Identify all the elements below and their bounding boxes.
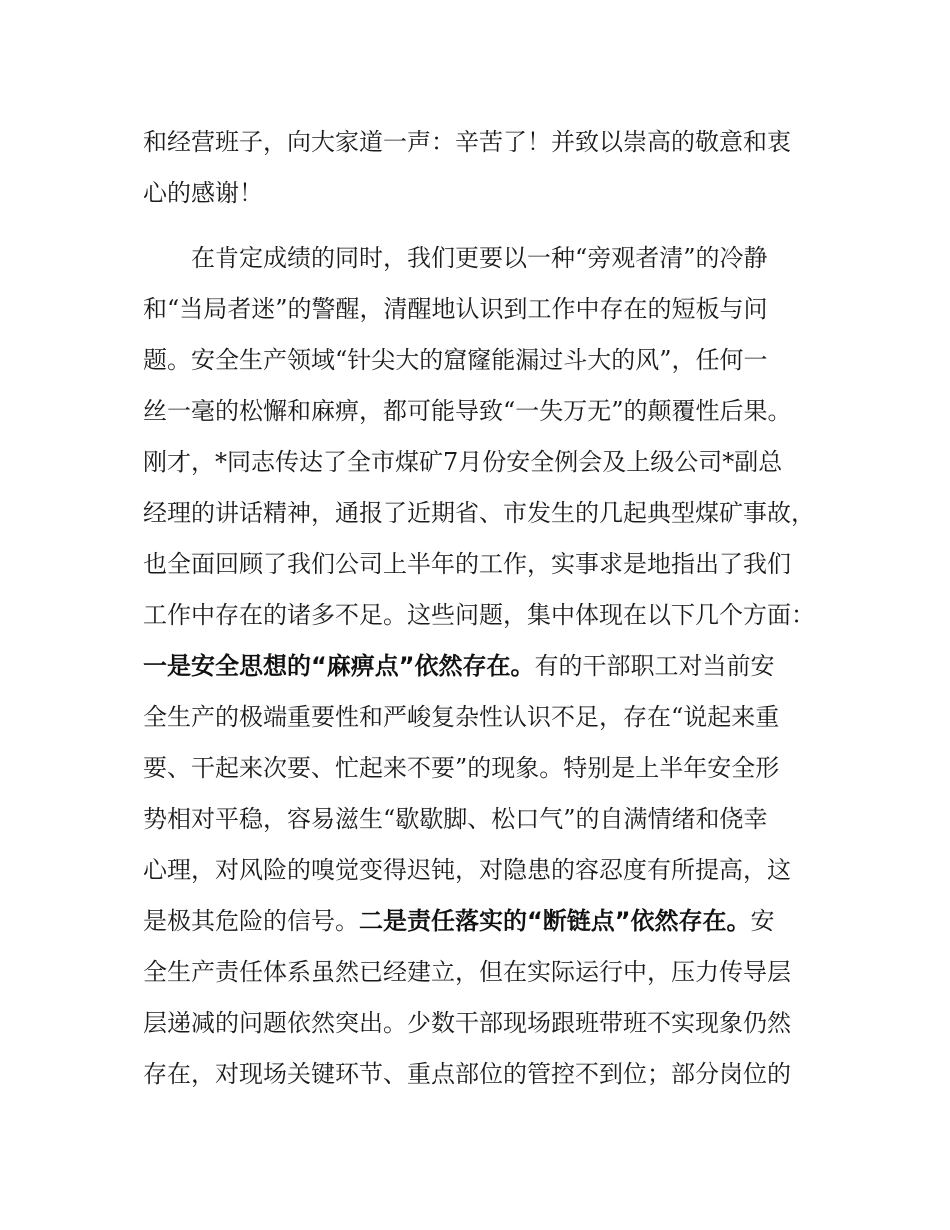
point-heading-2: 二是责任落实的“断链点”依然存在。 bbox=[359, 907, 751, 935]
text-line: 题。安全生产领域“针尖大的窟窿能漏过斗大的风”，任何一 bbox=[143, 346, 768, 374]
text-fragment: 有的干部职工对当前安 bbox=[534, 652, 775, 680]
text-line: 经理的讲话精神，通报了近期省、市发生的几起典型煤矿事故， bbox=[143, 499, 815, 527]
text-fragment: 是极其危险的信号。 bbox=[143, 907, 359, 935]
text-line: 全生产责任体系虽然已经建立，但在实际运行中，压力传导层 bbox=[143, 958, 791, 986]
point-heading-1: 一是安全思想的“麻痹点”依然存在。 bbox=[143, 652, 535, 680]
paragraph-continuation bbox=[143, 117, 823, 219]
text-line: 心的感谢！ bbox=[143, 179, 263, 207]
text-line bbox=[143, 641, 823, 692]
text-line: 心理，对风险的嗅觉变得迟钝，对隐患的容忍度有所提高，这 bbox=[143, 856, 791, 884]
text-line: 存在，对现场关键环节、重点部位的管控不到位；部分岗位的 bbox=[143, 1060, 791, 1088]
paragraph-problems bbox=[143, 233, 823, 1100]
text-line: 和经营班子，向大家道一声：辛苦了！并致以崇高的敬意和衷 bbox=[143, 128, 791, 156]
text-line: 也全面回顾了我们公司上半年的工作，实事求是地指出了我们 bbox=[143, 550, 791, 578]
text-line: 要、干起来次要、忙起来不要”的现象。特别是上半年安全形 bbox=[143, 754, 780, 782]
text-line: 全生产的极端重要性和严峻复杂性认识不足，存在“说起来重 bbox=[143, 703, 780, 731]
text-line: 刚才，*同志传达了全市煤矿7月份安全例会及上级公司*副总 bbox=[143, 448, 783, 476]
text-line: 在肯定成绩的同时，我们更要以一种“旁观者清”的冷静 bbox=[191, 244, 768, 272]
text-line: 工作中存在的诸多不足。这些问题，集中体现在以下几个方面： bbox=[143, 601, 815, 629]
text-line: 层递减的问题依然突出。少数干部现场跟班带班不实现象仍然 bbox=[143, 1009, 791, 1037]
text-line: 丝一毫的松懈和麻痹，都可能导致“一失万无”的颠覆性后果。 bbox=[143, 397, 792, 425]
text-line: 势相对平稳，容易滋生“歇歇脚、松口气”的自满情绪和侥幸 bbox=[143, 805, 768, 833]
text-line bbox=[143, 896, 823, 947]
text-fragment: 安 bbox=[750, 907, 775, 935]
text-line: 和“当局者迷”的警醒，清醒地认识到工作中存在的短板与问 bbox=[143, 295, 768, 323]
